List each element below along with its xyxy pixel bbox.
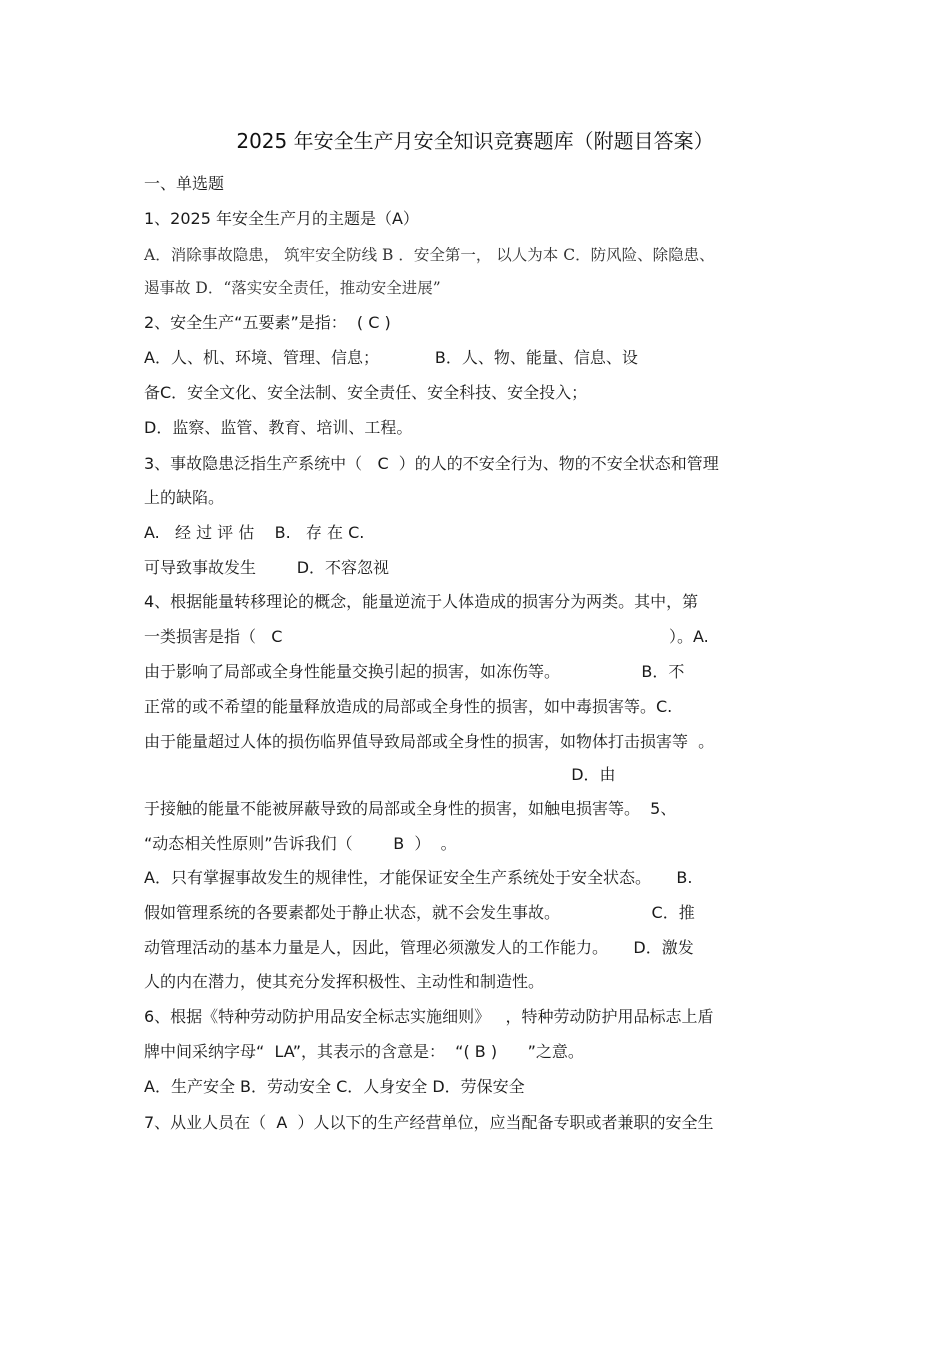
question-2-options-line-1: A．人、机、环境、管理、信息； B．人、物、能量、信息、设 <box>144 348 638 367</box>
question-3-options-line-1: A. 经 过 评 估 B. 存 在 C. <box>144 523 365 542</box>
question-6: 6、根据《特种劳动防护用品安全标志实施细则》 ，特种劳动防护用品标志上盾 <box>144 1007 714 1026</box>
question-2: 2、安全生产“五要素”是指： ( C ) <box>144 313 391 332</box>
question-1: 1、2025 年安全生产月的主题是（A） <box>144 209 419 228</box>
question-1-options-line-1: A．消除事故隐患， 筑牢安全防线 B ．安全第一， 以人为本 C．防风险、除隐患、 <box>144 246 715 264</box>
question-3-options-line-2: 可导致事故发生 D．不容忽视 <box>144 558 390 577</box>
question-4-options-line-4: D．由 <box>144 765 616 784</box>
question-2-options-line-2: 备C．安全文化、安全法制、安全责任、安全科技、安全投入； <box>144 383 588 402</box>
document-title: 2025 年安全生产月安全知识竞赛题库（附题目答案） <box>236 129 714 153</box>
question-4-options-line-3: 由于能量超过人体的损伤临界值导致局部或全身性的损害，如物体打击损害等 。 <box>144 732 715 751</box>
question-5-options-line-4: 人的内在潜力，使其充分发挥积极性、主动性和制造性。 <box>144 972 545 991</box>
question-5-options-line-3: 动管理活动的基本力量是人，因此，管理必须激发人的工作能力。 D．激发 <box>144 938 694 957</box>
question-5-options-line-2: 假如管理系统的各要素都处于静止状态，就不会发生事故。 C．推 <box>144 903 695 922</box>
question-7: 7、从业人员在（ A ）人以下的生产经营单位，应当配备专职或者兼职的安全生 <box>144 1113 714 1132</box>
question-3: 3、事故隐患泛指生产系统中（ C ）的人的不安全行为、物的不安全状态和管理 <box>144 454 719 473</box>
question-5: “动态相关性原则”告诉我们（ B ） 。 <box>144 834 457 853</box>
question-4: 4、根据能量转移理论的概念，能量逆流于人体造成的损害分为两类。其中，第 <box>144 592 699 611</box>
question-3-continued: 上的缺陷。 <box>144 488 225 507</box>
question-5-options-line-1: A．只有掌握事故发生的规律性，才能保证安全生产系统处于安全状态。 B. <box>144 868 693 887</box>
question-1-options-line-2: 遏事故 D．“落实安全责任，推动安全进展” <box>144 279 441 297</box>
question-2-options-line-3: D．监察、监管、教育、培训、工程。 <box>144 418 413 437</box>
question-4-continued: 一类损害是指（ C ）。A. <box>144 627 709 646</box>
section-heading: 一、单选题 <box>144 174 225 193</box>
question-6-options: A．生产安全 B．劳动安全 C．人身安全 D．劳保安全 <box>144 1077 525 1096</box>
question-4-options-line-5: 于接触的能量不能被屏蔽导致的局部或全身性的损害，如触电损害等。 5、 <box>144 799 677 818</box>
question-4-options-line-1: 由于影响了局部或全身性能量交换引起的损害，如冻伤等。 B．不 <box>144 662 685 681</box>
question-6-continued: 牌中间采纳字母“ LA”，其表示的含意是： “( B ) ”之意。 <box>144 1042 584 1061</box>
question-4-options-line-2: 正常的或不希望的能量释放造成的局部或全身性的损害，如中毒损害等。C. <box>144 697 673 716</box>
